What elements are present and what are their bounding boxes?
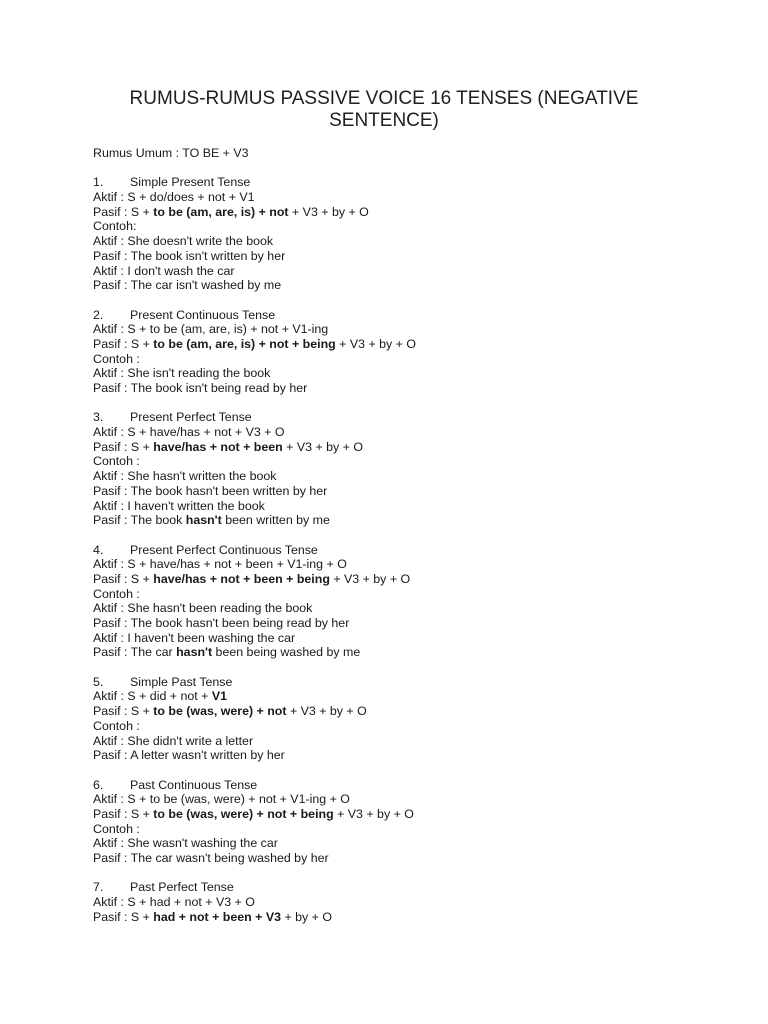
tense-name: Present Perfect Tense (130, 410, 252, 425)
formula-line (93, 895, 693, 910)
formula-line (93, 587, 693, 602)
text-run: Aktif : S + did + not + (93, 689, 212, 704)
text-run: Pasif : The book (93, 513, 186, 528)
text-run: Aktif : She hasn't been reading the book (93, 601, 313, 616)
formula-line (93, 601, 693, 616)
text-run: Aktif : S + do/does + not + V1 (93, 190, 255, 205)
formula-line (93, 807, 693, 822)
formula-line (93, 352, 693, 367)
formula-line (93, 910, 693, 925)
formula-line (93, 513, 693, 528)
text-run: Aktif : She isn't reading the book (93, 366, 271, 381)
tense-number: 4. (93, 542, 104, 557)
general-formula: Rumus Umum : TO BE + V3 (93, 146, 249, 160)
formula-line (93, 264, 693, 279)
tense-section (93, 308, 693, 396)
text-run: Contoh : (93, 454, 140, 469)
tense-section (93, 543, 693, 661)
formula-line (93, 572, 693, 587)
formula-line (93, 689, 693, 704)
text-run: Aktif : S + to be (was, were) + not + V1-ing + O (93, 792, 350, 807)
text-run: Pasif : The car wasn't being washed by her (93, 851, 329, 865)
tense-heading (93, 175, 693, 190)
text-run: Contoh: (93, 219, 137, 234)
tense-section (93, 880, 693, 924)
tense-section (93, 675, 693, 763)
text-run: Contoh : (93, 821, 140, 836)
formula-line (93, 190, 693, 205)
document-body (93, 146, 693, 939)
text-run: Pasif : The book isn't written by her (93, 248, 286, 263)
formula-line (93, 822, 693, 837)
tense-heading (93, 778, 693, 793)
text-run: + V3 + by + O (335, 336, 416, 351)
tense-heading (93, 308, 693, 323)
bold-text: hasn't (176, 645, 213, 660)
formula-line (93, 631, 693, 646)
text-run: Contoh : (93, 586, 140, 601)
formula-line (93, 381, 693, 396)
bold-text: have/has + not + been (153, 439, 283, 454)
text-run: Pasif : S + (93, 204, 154, 219)
formula-line (93, 366, 693, 381)
formula-line (93, 734, 693, 749)
text-run: Aktif : She doesn't write the book (93, 234, 274, 249)
text-run: been being washed by me (212, 645, 361, 660)
text-run: Pasif : S + (93, 571, 154, 586)
tense-heading (93, 880, 693, 895)
formula-line (93, 278, 693, 293)
formula-line (93, 425, 693, 440)
text-run: Pasif : S + (93, 704, 154, 719)
tense-name: Past Continuous Tense (130, 777, 258, 792)
formula-line (93, 469, 693, 484)
formula-line (93, 322, 693, 337)
tense-name: Simple Past Tense (130, 674, 233, 689)
formula-line (93, 205, 693, 220)
text-run: Contoh : (93, 351, 140, 366)
formula-line (93, 440, 693, 455)
formula-line (93, 616, 693, 631)
text-run: Pasif : S + (93, 909, 154, 924)
text-run: Pasif : S + (93, 439, 154, 454)
tense-number: 1. (93, 175, 104, 190)
formula-line (93, 499, 693, 514)
text-run: + V3 + by + O (333, 806, 414, 821)
bold-text: to be (was, were) + not + being (153, 806, 334, 821)
document-title: RUMUS-RUMUS PASSIVE VOICE 16 TENSES (NEGATIVE SENTENCE) (129, 88, 639, 131)
formula-line (93, 792, 693, 807)
text-run: Pasif : The car isn't washed by me (93, 278, 282, 293)
bold-text: to be (was, were) + not (153, 704, 287, 719)
text-run: Pasif : A letter wasn't written by her (93, 748, 285, 763)
text-run: + by + O (281, 909, 332, 924)
bold-text: V1 (211, 689, 227, 704)
tense-heading (93, 543, 693, 558)
formula-line (93, 219, 693, 234)
tense-number: 6. (93, 777, 104, 792)
bold-text: hasn't (185, 513, 222, 528)
formula-line (93, 234, 693, 249)
text-run: Aktif : She didn't write a letter (93, 733, 254, 748)
tense-section (93, 778, 693, 866)
tense-section (93, 410, 693, 528)
bold-text: have/has + not + been + being (153, 571, 330, 586)
formula-line (93, 337, 693, 352)
text-run: + V3 + by + O (288, 204, 369, 219)
tense-name: Past Perfect Tense (130, 880, 234, 895)
formula-line (93, 748, 693, 763)
text-run: + V3 + by + O (286, 704, 367, 719)
bold-text: to be (am, are, is) + not + being (153, 336, 336, 351)
text-run: been written by me (221, 513, 330, 528)
formula-line (93, 249, 693, 264)
bold-text: to be (am, are, is) + not (153, 204, 289, 219)
tense-name: Present Perfect Continuous Tense (130, 542, 318, 557)
tense-name: Simple Present Tense (130, 175, 251, 190)
formula-line (93, 704, 693, 719)
text-run: Pasif : The car (93, 645, 177, 660)
text-run: Aktif : S + had + not + V3 + O (93, 895, 255, 910)
text-run: + V3 + by + O (329, 571, 411, 586)
text-run: Aktif : I haven't been washing the car (93, 630, 296, 645)
text-run: Pasif : S + (93, 336, 154, 351)
text-run: Pasif : S + (93, 806, 154, 821)
formula-line (93, 557, 693, 572)
tense-heading (93, 675, 693, 690)
formula-line (93, 484, 693, 499)
text-run: Pasif : The book isn't being read by her (93, 381, 308, 395)
text-run: Aktif : I haven't written the book (93, 498, 265, 513)
text-run: Aktif : She hasn't written the book (93, 469, 277, 484)
text-run: Aktif : She wasn't washing the car (93, 836, 278, 851)
text-run: Aktif : I don't wash the car (93, 263, 235, 278)
formula-line (93, 836, 693, 851)
formula-line (93, 645, 693, 660)
text-run: Pasif : The book hasn't been being read by her (93, 616, 350, 630)
text-run: Aktif : S + have/has + not + been + V1-ing + O (93, 557, 347, 572)
text-run: Aktif : S + to be (am, are, is) + not + V1-ing (93, 322, 329, 337)
formula-line (93, 719, 693, 734)
tense-section (93, 175, 693, 293)
bold-text: had + not + been + V3 (153, 909, 281, 924)
text-run: Aktif : S + have/has + not + V3 + O (93, 425, 285, 440)
tense-name: Present Continuous Tense (130, 307, 276, 322)
text-run: + V3 + by + O (282, 439, 363, 454)
tense-heading (93, 410, 693, 425)
text-run: Contoh : (93, 718, 140, 733)
formula-line (93, 454, 693, 469)
tense-number: 7. (93, 880, 104, 895)
text-run: Pasif : The book hasn't been written by her (93, 483, 328, 498)
tense-sections (93, 175, 693, 924)
tense-number: 3. (93, 410, 104, 425)
formula-line (93, 851, 693, 866)
tense-number: 2. (93, 307, 104, 322)
tense-number: 5. (93, 674, 104, 689)
